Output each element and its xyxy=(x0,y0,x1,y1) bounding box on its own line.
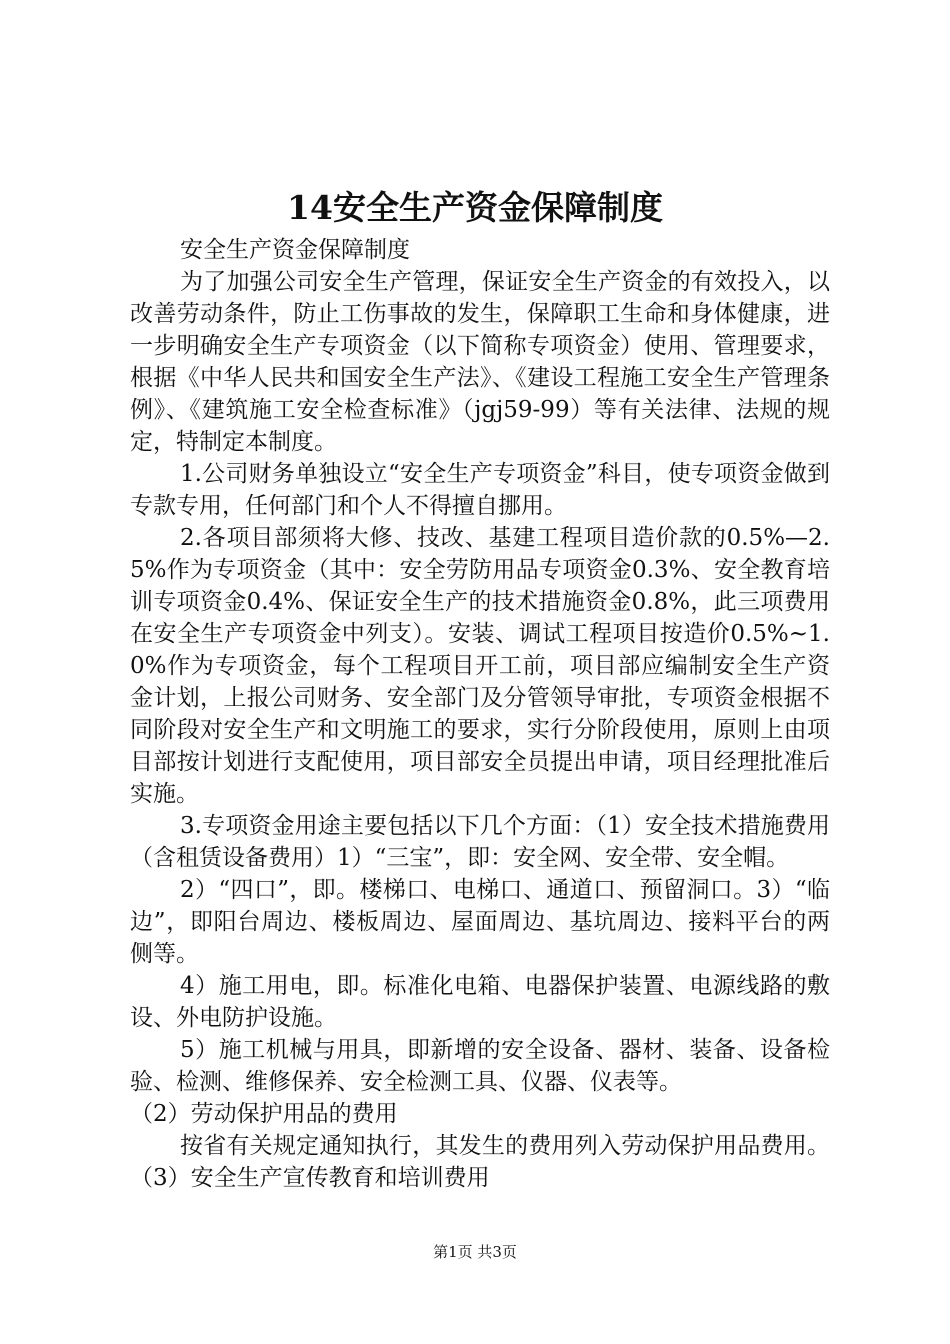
paragraph-subheading-2: （2）劳动保护用品的费用 xyxy=(130,1101,398,1127)
paragraph-item-1: 1.公司财务单独设立“安全生产专项资金”科目，使专项资金做到专款专用，任何部门和个人不得擅自挪用。 xyxy=(130,461,830,519)
paragraph-item-3-5: 5）施工机械与用具，即新增的安全设备、器材、装备、设备检验、检测、维修保养、安全检测工具、仪器、仪表等。 xyxy=(130,1037,830,1095)
paragraph-item-3: 3.专项资金用途主要包括以下几个方面：（1）安全技术措施费用（含租赁设备费用）1）“三宝”，即：安全网、安全带、安全帽。 xyxy=(130,813,830,871)
paragraph-item-2: 2.各项目部须将大修、技改、基建工程项目造价款的0.5%—2.5%作为专项资金（其中：安全劳防用品专项资金0.3%、安全教育培训专项资金0.4%、保证安全生产的技术措施资金0.8%，此三项费用在安全生产专项资金中列支）。安装、调试工程项目按造价0.5%~1.0%作为专项资金，每个工程项目开工前，项目部应编制安全生产资金计划，上报公司财务、安全部门及分管领导审批，专项资金根据不同阶段对安全生产和文明施工的要求，实行分阶段使用，原则上由项目部按计划进行支配使用，项目部安全员提出申请，项目经理批准后实施。 xyxy=(130,525,830,807)
paragraph-subtitle: 安全生产资金保障制度 xyxy=(180,237,410,263)
document-title: 14安全生产资金保障制度 xyxy=(287,188,663,227)
paragraph-item-3-4: 4）施工用电，即。标准化电箱、电器保护装置、电源线路的敷设、外电防护设施。 xyxy=(130,973,830,1031)
paragraph-item-3-2: 2）“四口”，即。楼梯口、电梯口、通道口、预留洞口。3）“临边”，即阳台周边、楼板周边、屋面周边、基坑周边、接料平台的两侧等。 xyxy=(130,877,830,967)
page-number-footer: 第1页 共3页 xyxy=(433,1243,517,1261)
paragraph-intro: 为了加强公司安全生产管理，保证安全生产资金的有效投入，以改善劳动条件，防止工伤事故的发生，保障职工生命和身体健康，进一步明确安全生产专项资金（以下简称专项资金）使用、管理要求，根据《中华人民共和国安全生产法》、《建设工程施工安全生产管理条例》、《建筑施工安全检查标准》（jgj59-99）等有关法律、法规的规定，特制定本制度。 xyxy=(130,269,830,455)
document-body xyxy=(130,234,830,1194)
paragraph-item-3-2-detail: 按省有关规定通知执行，其发生的费用列入劳动保护用品费用。（3）安全生产宣传教育和培训费用 xyxy=(130,1133,830,1191)
